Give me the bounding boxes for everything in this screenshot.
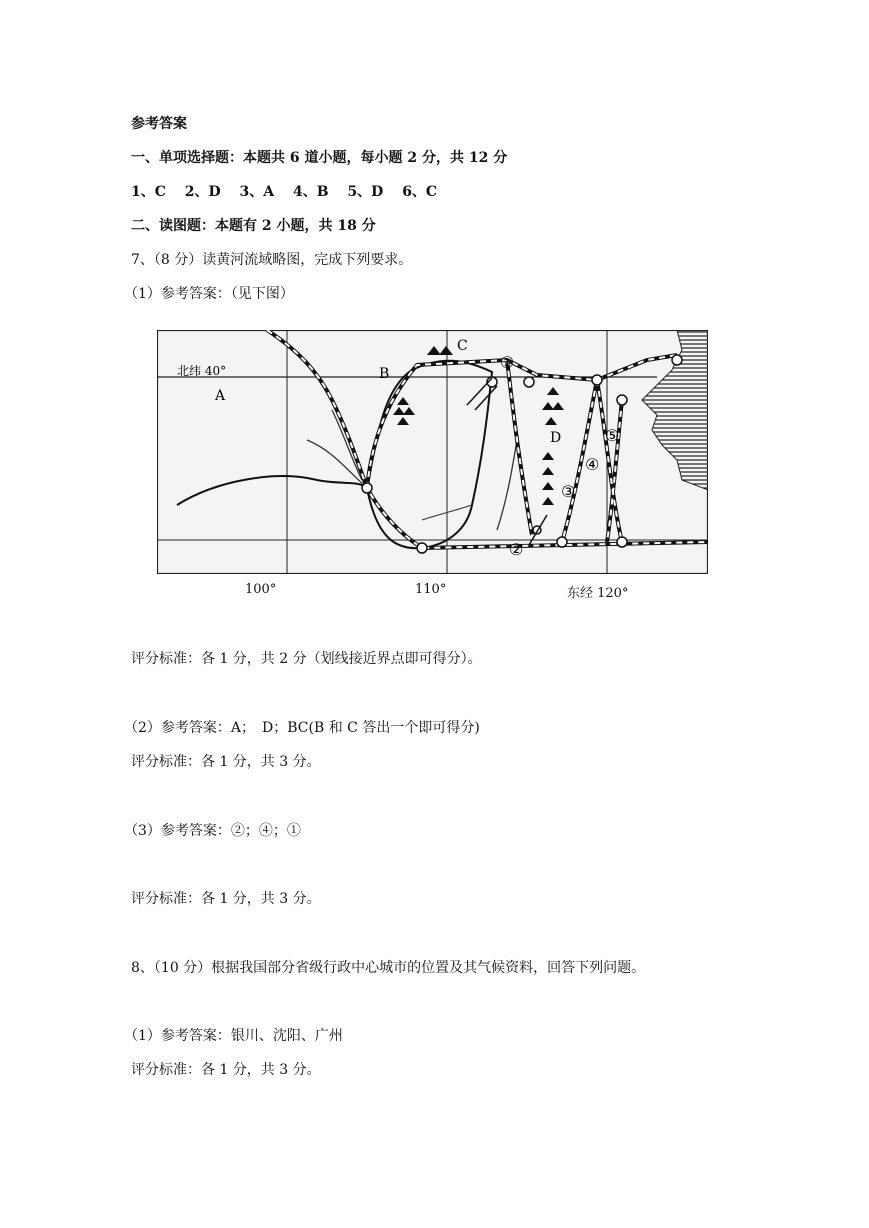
page-title: 参考答案 bbox=[131, 116, 187, 132]
section1-answers: 1、C 2、D 3、A 4、B 5、D 6、C bbox=[131, 184, 438, 200]
marker-5: ⑤ bbox=[605, 426, 620, 445]
latitude-label: 北纬 40° bbox=[177, 364, 227, 378]
lon-label-120: 东经 120° bbox=[567, 586, 629, 601]
q7-p2-answer: （2）参考答案：A； D；BC(B 和 C 答出一个即可得分) bbox=[124, 720, 480, 736]
q8-prompt: 8、（10 分）根据我国部分省级行政中心城市的位置及其气候资料，回答下列问题。 bbox=[131, 960, 646, 976]
section2-heading: 二、读图题：本题有 2 小题，共 18 分 bbox=[131, 218, 376, 234]
q7-p1-criteria: 评分标准：各 1 分，共 2 分（划线接近界点即可得分）。 bbox=[131, 651, 482, 667]
label-c: C bbox=[457, 338, 468, 354]
marker-2: ② bbox=[509, 540, 524, 559]
q7-prompt: 7、（8 分）读黄河流域略图，完成下列要求。 bbox=[131, 252, 413, 268]
q8-p1-criteria: 评分标准：各 1 分，共 3 分。 bbox=[131, 1062, 321, 1078]
q7-p1-answer: （1）参考答案：（见下图） bbox=[124, 286, 294, 302]
q7-p3-answer: （3）参考答案：②；④；① bbox=[124, 823, 301, 839]
label-b: B bbox=[379, 366, 390, 382]
yellow-river-map bbox=[157, 330, 708, 574]
q7-p3-criteria: 评分标准：各 1 分，共 3 分。 bbox=[131, 891, 321, 907]
lon-label-100: 100° bbox=[245, 582, 277, 597]
marker-3: ③ bbox=[561, 482, 576, 501]
section1-heading: 一、单项选择题：本题共 6 道小题，每小题 2 分，共 12 分 bbox=[131, 150, 508, 166]
lon-label-110: 110° bbox=[415, 582, 447, 597]
q7-p2-criteria: 评分标准：各 1 分，共 3 分。 bbox=[131, 754, 321, 770]
q8-p1-answer: （1）参考答案：银川、沈阳、广州 bbox=[124, 1028, 343, 1044]
marker-1: ① bbox=[500, 353, 515, 372]
marker-4: ④ bbox=[585, 455, 600, 474]
label-d: D bbox=[550, 430, 562, 446]
label-a: A bbox=[215, 388, 226, 404]
